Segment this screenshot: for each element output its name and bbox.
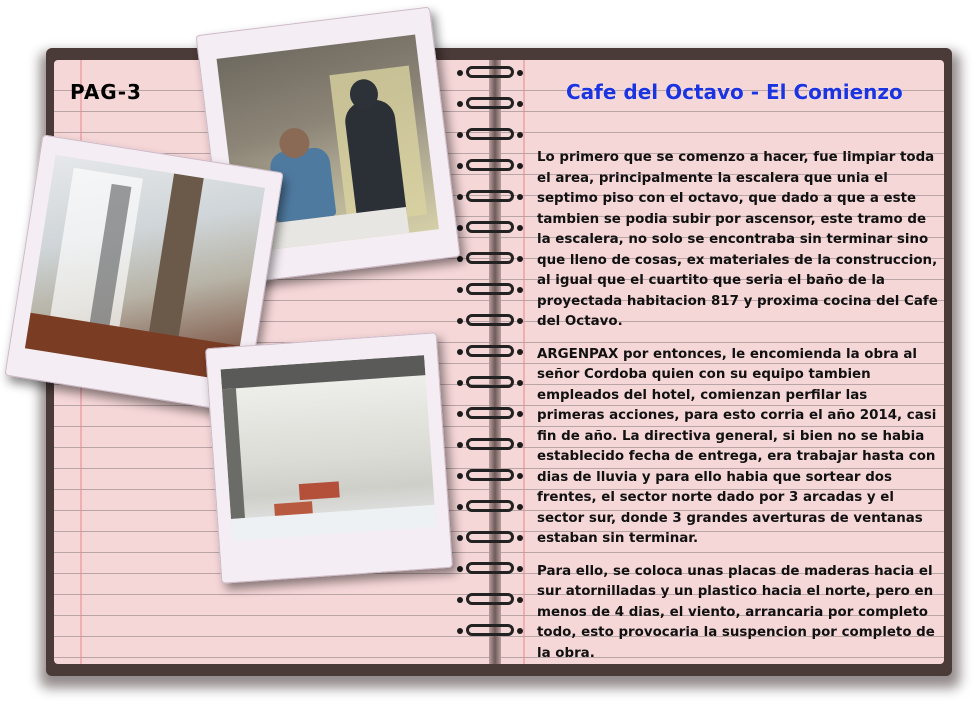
spiral-ring <box>466 66 514 78</box>
photo-wall-image <box>221 355 437 541</box>
photo-wall <box>205 332 453 584</box>
page-title: Cafe del Octavo - El Comienzo <box>566 80 903 104</box>
spiral-ring <box>466 314 514 326</box>
paragraph-1: Lo primero que se comenzo a hacer, fue limpiar toda el area, principalmente la escalera que unia el septimo piso con el octavo, que dado a que a este tambien se podia subir por ascensor, este tramo de la escalera, no solo se encontraba sin terminar sino que lleno de cosas, ex materiales de la construccion, al igual que el cuartito que seria el baño de la proyectada habitacion 817 y proxima cocina del Cafe del Octavo. <box>537 150 938 329</box>
spiral-ring <box>466 438 514 450</box>
spiral-ring <box>466 221 514 233</box>
spiral-ring <box>466 469 514 481</box>
spiral-ring <box>466 562 514 574</box>
spiral-ring <box>466 376 514 388</box>
spiral-ring <box>466 97 514 109</box>
body-text <box>537 148 939 676</box>
spiral-ring <box>466 252 514 264</box>
spiral-ring <box>466 500 514 512</box>
spiral-ring <box>466 159 514 171</box>
spiral-ring <box>466 531 514 543</box>
spiral-ring <box>466 345 514 357</box>
spiral-ring <box>466 593 514 605</box>
spiral-ring <box>466 190 514 202</box>
spiral-ring <box>466 128 514 140</box>
spiral-ring <box>466 407 514 419</box>
paragraph-2: ARGENPAX por entonces, le encomienda la obra al señor Cordoba quien con su equipo tambien empleados del hotel, comienzan perfilar las primeras acciones, para esto corria el año 2014, casi fin de año. La directiva general, si bien no se habia establecido fecha de entrega, era trabajar hasta con dias de lluvia y para ello habia que sortear dos frentes, el sector norte dado por 3 arcadas y el sector sur, donde 3 grandes averturas de ventanas estaban sin terminar. <box>537 346 937 546</box>
spiral-ring <box>466 624 514 636</box>
page-number: PAG-3 <box>70 80 142 104</box>
right-margin-line <box>523 60 525 664</box>
paragraph-3: Para ello, se coloca unas placas de maderas hacia el sur atornilladas y un plastico hacia el norte, pero en menos de 4 dias, el viento, arrancaria por completo todo, esto provocaria la suspencion por completo de la obra. <box>537 563 935 661</box>
spiral-ring <box>466 283 514 295</box>
